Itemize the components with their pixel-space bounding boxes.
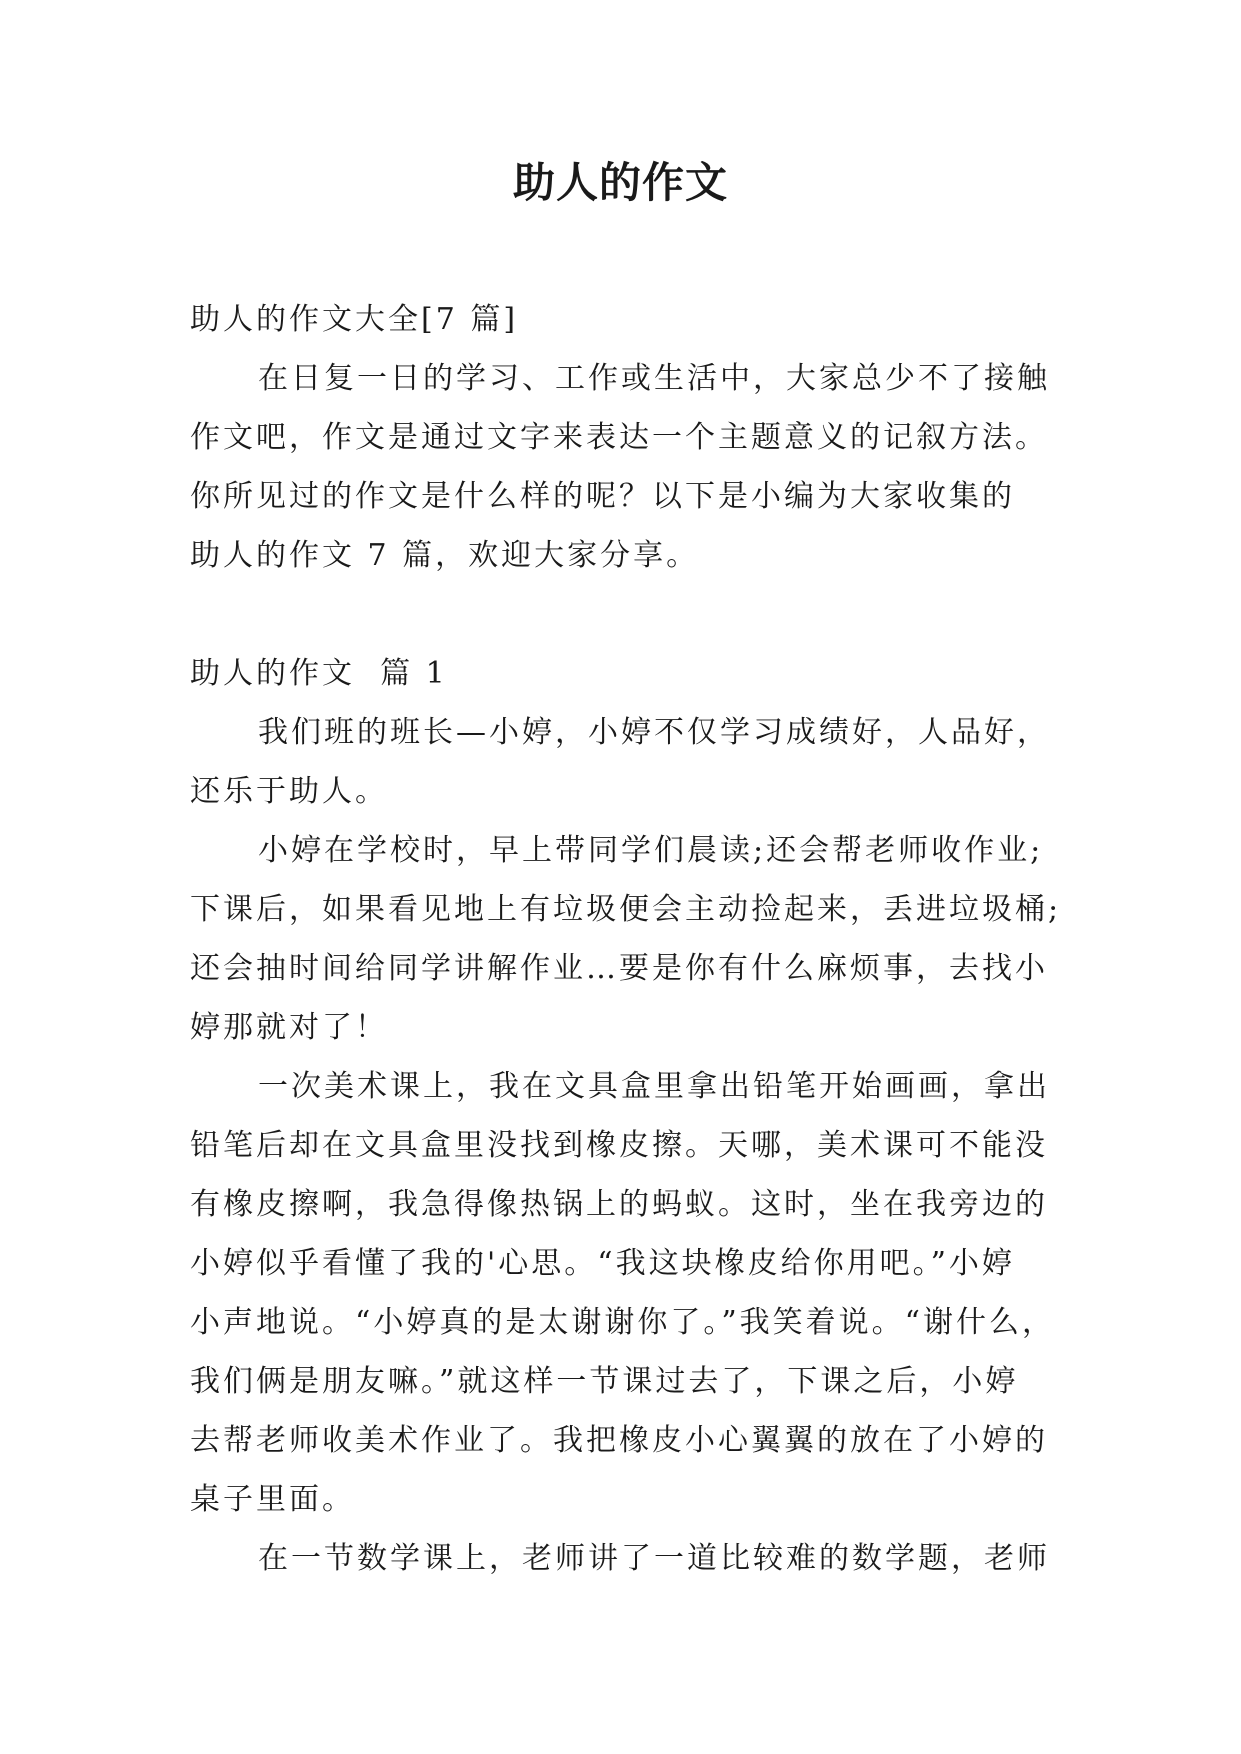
paragraph-line: 有橡皮擦啊，我急得像热锅上的蚂蚁。这时，坐在我旁边的	[190, 1187, 1048, 1222]
intro-line: 在日复一日的学习、工作或生活中，大家总少不了接触	[258, 361, 1050, 396]
paragraph-3	[190, 1057, 1090, 1529]
paragraph-4	[190, 1529, 1090, 1588]
paragraph-line: 下课后，如果看见地上有垃圾便会主动捡起来，丢进垃圾桶;	[190, 892, 1062, 927]
document-subtitle: 助人的作文大全[7 篇]	[190, 302, 519, 337]
paragraph-line: 在一节数学课上，老师讲了一道比较难的数学题，老师	[258, 1541, 1050, 1576]
paragraph-line: 还乐于助人。	[190, 774, 388, 809]
paragraph-line: 一次美术课上，我在文具盒里拿出铅笔开始画画，拿出	[258, 1069, 1050, 1104]
paragraph-2	[190, 821, 1090, 1057]
paragraph-line: 小婷似乎看懂了我的'心思。“我这块橡皮给你用吧。”小婷	[190, 1246, 1015, 1281]
document-body	[190, 290, 1090, 1588]
intro-line: 你所见过的作文是什么样的呢？以下是小编为大家收集的	[190, 479, 1015, 514]
paragraph-line: 小婷在学校时，早上带同学们晨读;还会帮老师收作业;	[258, 833, 1044, 868]
paragraph-line: 铅笔后却在文具盒里没找到橡皮擦。天哪，美术课可不能没	[190, 1128, 1048, 1163]
paragraph-line: 桌子里面。	[190, 1482, 355, 1517]
paragraph-line: 我们俩是朋友嘛。”就这样一节课过去了，下课之后，小婷	[190, 1364, 1019, 1399]
paragraph-line: 婷那就对了！	[190, 1010, 388, 1045]
paragraph-line: 我们班的班长—小婷，小婷不仅学习成绩好，人品好，	[258, 715, 1050, 750]
paragraph-line: 去帮老师收美术作业了。我把橡皮小心翼翼的放在了小婷的	[190, 1423, 1048, 1458]
document-title: 助人的作文	[512, 158, 728, 207]
section-heading: 助人的作文 篇 1	[190, 656, 448, 691]
paragraph-line: 还会抽时间给同学讲解作业…要是你有什么麻烦事，去找小	[190, 951, 1048, 986]
intro-line: 助人的作文 7 篇，欢迎大家分享。	[190, 538, 700, 573]
paragraph-line: 小声地说。“小婷真的是太谢谢你了。”我笑着说。“谢什么，	[190, 1305, 1056, 1340]
intro-paragraph	[190, 349, 1090, 585]
intro-line: 作文吧，作文是通过文字来表达一个主题意义的记叙方法。	[190, 420, 1048, 455]
paragraph-1	[190, 703, 1090, 821]
section-spacer	[190, 585, 1090, 644]
